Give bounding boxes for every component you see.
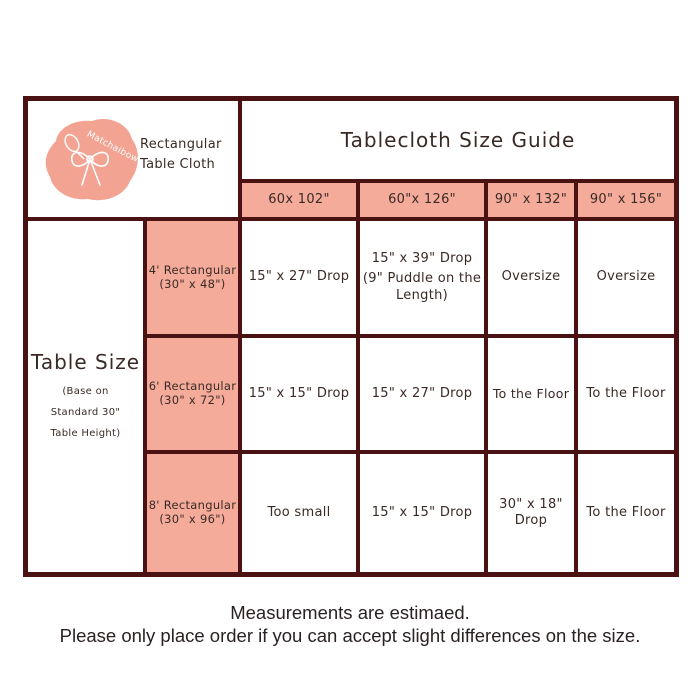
brand-area: [28, 101, 238, 217]
table-cell: To the Floor: [578, 454, 674, 572]
table-cell: Too small: [242, 454, 356, 572]
table-cell: 15" x 15" Drop: [242, 338, 356, 450]
column-header-4: 90" x 156": [578, 183, 674, 217]
row-label-6ft-line1: 6' Rectangular: [148, 379, 237, 394]
table-cell-line: Drop: [514, 513, 548, 528]
table-size-title: Table Size: [30, 349, 141, 374]
table-cell: 15" x 27" Drop: [360, 338, 484, 450]
table-size-cell: [28, 221, 143, 572]
table-size-sub-3: Table Height): [50, 427, 121, 439]
table-cell: Oversize: [578, 221, 674, 334]
table-cell: 15" x 15" Drop: [360, 454, 484, 572]
column-header-3: 90" x 132": [488, 183, 574, 217]
footer-note-line1: Measurements are estimaed.: [230, 602, 470, 623]
table-cell-line: (9" Puddle on the: [362, 271, 482, 287]
table-cell: [488, 454, 574, 572]
guide-title: Tablecloth Size Guide: [242, 101, 674, 179]
row-label-4ft: [147, 221, 238, 334]
table-size-sub-1: (Base on: [62, 385, 109, 397]
corner-cell: [28, 101, 238, 217]
table-cell: [360, 221, 484, 334]
corner-label: [140, 135, 222, 175]
row-label-4ft-line1: 4' Rectangular: [148, 262, 237, 277]
row-label-6ft: [147, 338, 238, 450]
logo-text: Matchaibow: [84, 129, 141, 166]
column-header-2: 60"x 126": [360, 183, 484, 217]
table-cell: To the Floor: [578, 338, 674, 450]
row-label-4ft-line2: (30" x 48"): [159, 276, 226, 291]
corner-label-line2: Table Cloth: [140, 157, 216, 173]
row-label-8ft-line1: 8' Rectangular: [148, 498, 237, 513]
table-size-sub-2: Standard 30": [50, 406, 121, 418]
column-header-1: 60x 102": [242, 183, 356, 217]
table-cell: To the Floor: [488, 338, 574, 450]
table-cell: Oversize: [488, 221, 574, 334]
row-label-8ft-line2: (30" x 96"): [159, 512, 226, 526]
row-label-6ft-line2: (30" x 72"): [159, 393, 226, 407]
corner-label-line1: Rectangular: [140, 137, 222, 152]
table-cell-line: Length): [395, 287, 448, 303]
table-cell-line: 30" x 18": [499, 496, 563, 512]
footer-note-line2: Please only place order if you can accept slight differences on the size.: [59, 625, 641, 646]
table-cell: 15" x 27" Drop: [242, 221, 356, 334]
row-label-8ft: [147, 454, 238, 572]
table-cell-line: 15" x 39" Drop: [371, 251, 473, 267]
